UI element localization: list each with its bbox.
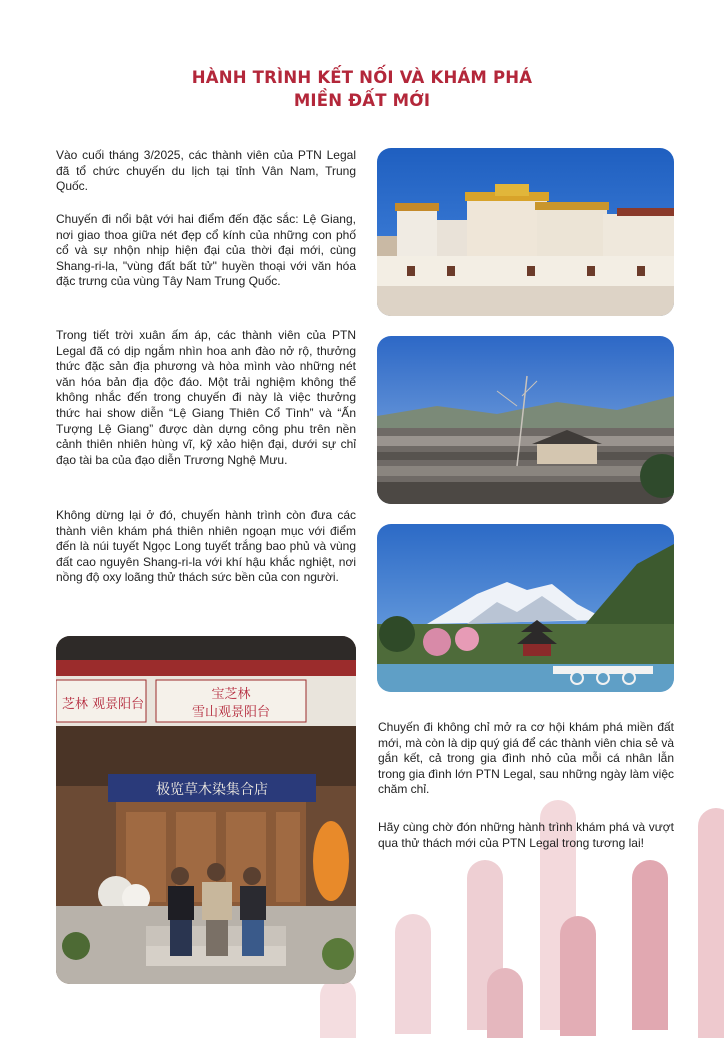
page-title [0,66,724,112]
shop-banner: 极览草木染集合店 [156,782,268,798]
deco-bar [560,916,596,1036]
paragraph-nature: Không dừng lại ở đó, chuyến hành trình còn đưa các thành viên khám phá thiên nhiên ngoạn mục với điểm đến là núi tuyết Ngọc Long tuyết trắng bao phủ và vùng đất cao nguyên Shang-ri-la với khí hậu khắc nghiệt, nơi nồng độ oxy loãng thử thách sức bền của con người. [56,508,356,585]
photo-snow-mountain [377,524,674,692]
paragraph-bonding: Chuyến đi không chỉ mở ra cơ hội khám phá miền đất mới, mà còn là dịp quý giá để các thành viên chia sẻ và gắn kết, cả trong gia đình nhỏ của mỗi cá nhân lẫn trong gia đình lớn PTN Legal, sau những ngày làm việc chăm chỉ. [378,720,674,797]
deco-bar [487,968,523,1038]
photo-old-town [377,336,674,504]
title-line-1: HÀNH TRÌNH KẾT NỐI VÀ KHÁM PHÁ [191,68,533,87]
sign-left: 芝林 观景阳台 [62,697,145,712]
deco-bar [632,860,668,1030]
photo-group-storefront [56,636,356,984]
paragraph-destinations: Chuyến đi nổi bật với hai điểm đến đặc sắc: Lệ Giang, nơi giao thoa giữa nét đẹp cổ kính của những con phố cổ và sự nhộn nhịp hiện đại của thời đại mới, cùng Shang-ri-la, "vùng đất bất tử" huyền thoại với văn hóa đặc trưng của vùng Tây Nam Trung Quốc. [56,212,356,289]
deco-bar [395,914,431,1034]
sign-center-top: 宝芝林 [211,687,251,702]
sign-center-bottom: 雪山观景阳台 [191,705,271,720]
deco-bar [320,978,356,1038]
paragraph-intro: Vào cuối tháng 3/2025, các thành viên của PTN Legal đã tổ chức chuyến du lịch tại tỉnh Vân Nam, Trung Quốc. [56,148,356,194]
paragraph-experiences: Trong tiết trời xuân ấm áp, các thành viên của PTN Legal đã có dịp ngắm nhìn hoa anh đào nở rộ, thưởng thức đặc sản địa phương và hòa mình vào những nét văn hóa bản địa độc đáo. Một trải nghiệm không thể không nhắc đến trong chuyến đi này là việc thưởng thức hai show diễn “Lệ Giang Thiên Cổ Tình” và “Ấn Tượng Lệ Giang” được dàn dựng công phu trên nền cảnh thiên nhiên hùng vĩ, kỹ xảo hiện đại, dưới sự chỉ đạo tài ba của đạo diễn Trương Nghệ Mưu. [56,328,356,467]
deco-bar [698,808,724,1038]
photo-monastery [377,148,674,316]
paragraph-closing: Hãy cùng chờ đón những hành trình khám phá và vượt qua thử thách mới của PTN Legal trong tương lai! [378,820,674,850]
title-line-2: MIỀN ĐẤT MỚI [293,91,431,110]
